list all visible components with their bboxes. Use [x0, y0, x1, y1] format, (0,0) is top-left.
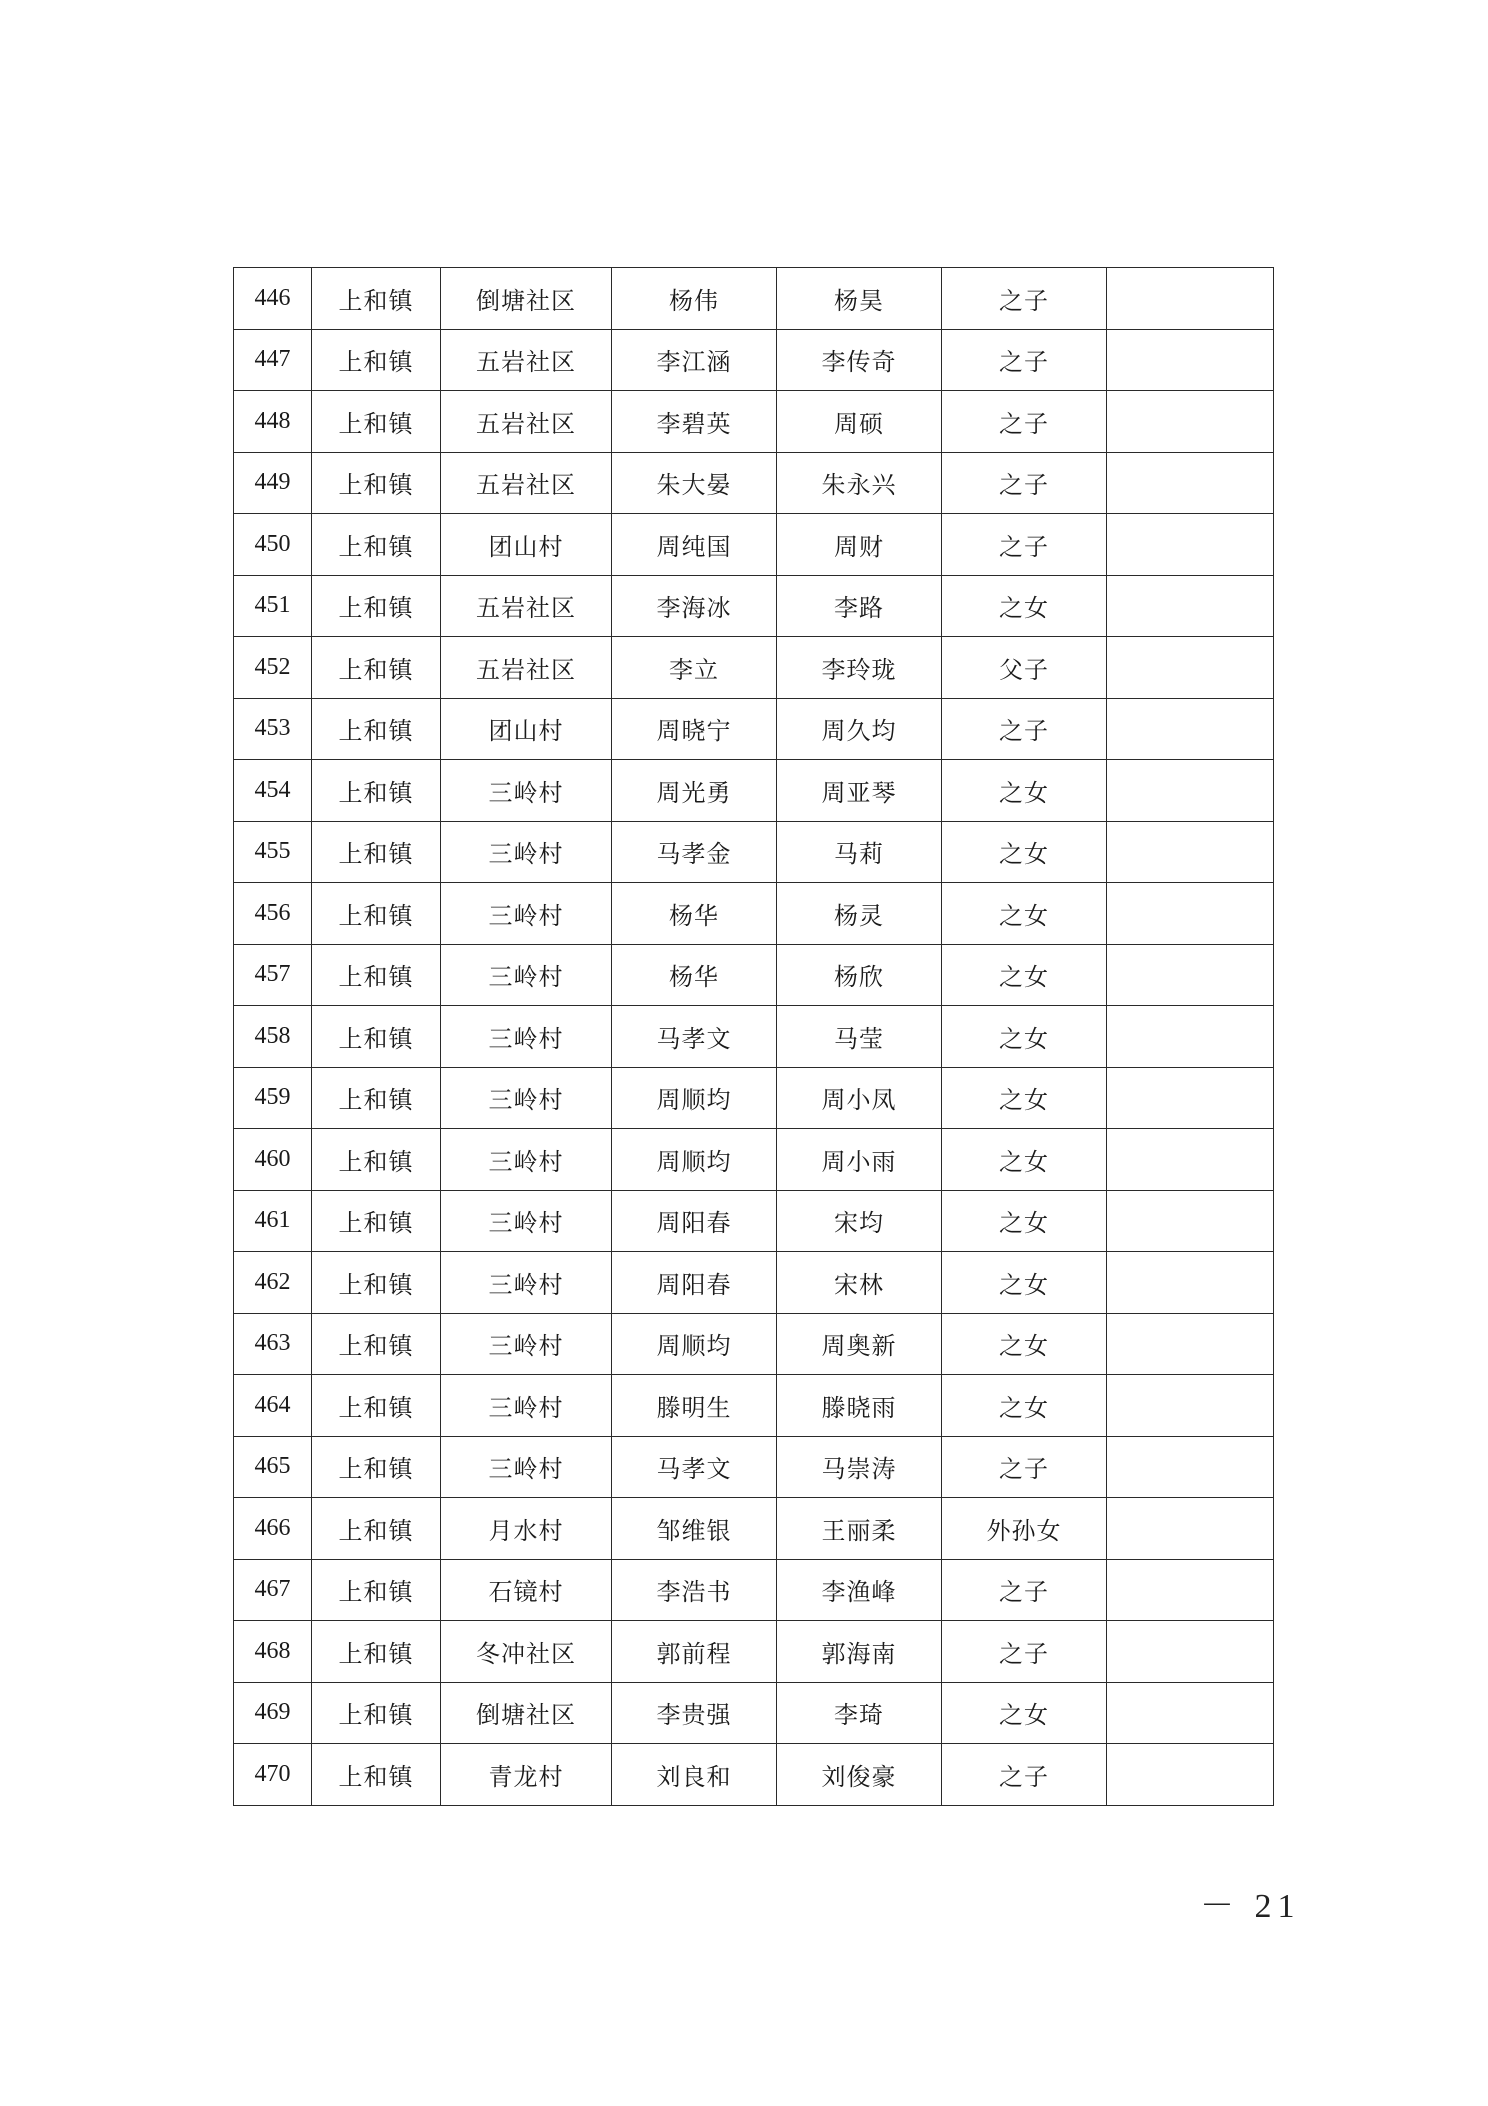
- township-cell: 上和镇: [312, 637, 441, 699]
- township-cell: 上和镇: [312, 883, 441, 945]
- serial-number-cell: 461: [234, 1190, 312, 1252]
- child-name-cell: 朱永兴: [777, 452, 942, 514]
- child-name-cell: 李路: [777, 575, 942, 637]
- serial-number-cell: 460: [234, 1129, 312, 1191]
- table-row: [234, 1006, 1274, 1068]
- note-cell: [1107, 944, 1274, 1006]
- township-cell: 上和镇: [312, 698, 441, 760]
- township-cell: 上和镇: [312, 575, 441, 637]
- village-cell: 倒塘社区: [441, 1682, 612, 1744]
- serial-number-cell: 452: [234, 637, 312, 699]
- relation-cell: 之子: [942, 1744, 1107, 1806]
- serial-number-cell: 458: [234, 1006, 312, 1068]
- serial-number-cell: 467: [234, 1559, 312, 1621]
- parent-name-cell: 李海冰: [612, 575, 777, 637]
- parent-name-cell: 杨华: [612, 883, 777, 945]
- village-cell: 冬冲社区: [441, 1621, 612, 1683]
- page-number: － 21: [1200, 1888, 1301, 1925]
- relation-cell: 之子: [942, 1436, 1107, 1498]
- child-name-cell: 周奥新: [777, 1313, 942, 1375]
- village-cell: 三岭村: [441, 1067, 612, 1129]
- relation-cell: 之子: [942, 391, 1107, 453]
- township-cell: 上和镇: [312, 821, 441, 883]
- child-name-cell: 李传奇: [777, 329, 942, 391]
- township-cell: 上和镇: [312, 1129, 441, 1191]
- note-cell: [1107, 1375, 1274, 1437]
- serial-number-cell: 454: [234, 760, 312, 822]
- child-name-cell: 郭海南: [777, 1621, 942, 1683]
- parent-name-cell: 邹维银: [612, 1498, 777, 1560]
- note-cell: [1107, 1067, 1274, 1129]
- note-cell: [1107, 1252, 1274, 1314]
- township-cell: 上和镇: [312, 760, 441, 822]
- village-cell: 三岭村: [441, 883, 612, 945]
- table-row: [234, 1682, 1274, 1744]
- table-row: [234, 637, 1274, 699]
- note-cell: [1107, 821, 1274, 883]
- township-cell: 上和镇: [312, 1190, 441, 1252]
- village-cell: 三岭村: [441, 1313, 612, 1375]
- relation-cell: 之子: [942, 452, 1107, 514]
- note-cell: [1107, 1744, 1274, 1806]
- child-name-cell: 刘俊豪: [777, 1744, 942, 1806]
- township-cell: 上和镇: [312, 1559, 441, 1621]
- relation-cell: 之子: [942, 1621, 1107, 1683]
- serial-number-cell: 463: [234, 1313, 312, 1375]
- township-cell: 上和镇: [312, 1006, 441, 1068]
- table-row: [234, 821, 1274, 883]
- village-cell: 三岭村: [441, 1436, 612, 1498]
- parent-name-cell: 周顺均: [612, 1313, 777, 1375]
- serial-number-cell: 462: [234, 1252, 312, 1314]
- child-name-cell: 李琦: [777, 1682, 942, 1744]
- child-name-cell: 杨欣: [777, 944, 942, 1006]
- table-row: [234, 1559, 1274, 1621]
- table-row: [234, 1375, 1274, 1437]
- serial-number-cell: 457: [234, 944, 312, 1006]
- note-cell: [1107, 329, 1274, 391]
- township-cell: 上和镇: [312, 1682, 441, 1744]
- note-cell: [1107, 1498, 1274, 1560]
- parent-name-cell: 周光勇: [612, 760, 777, 822]
- township-cell: 上和镇: [312, 514, 441, 576]
- parent-name-cell: 周顺均: [612, 1067, 777, 1129]
- note-cell: [1107, 1190, 1274, 1252]
- note-cell: [1107, 1129, 1274, 1191]
- village-cell: 团山村: [441, 514, 612, 576]
- serial-number-cell: 451: [234, 575, 312, 637]
- table-row: [234, 1313, 1274, 1375]
- serial-number-cell: 468: [234, 1621, 312, 1683]
- relation-cell: 之女: [942, 821, 1107, 883]
- township-cell: 上和镇: [312, 452, 441, 514]
- note-cell: [1107, 268, 1274, 330]
- township-cell: 上和镇: [312, 944, 441, 1006]
- note-cell: [1107, 637, 1274, 699]
- relation-cell: 之女: [942, 1252, 1107, 1314]
- child-name-cell: 杨昊: [777, 268, 942, 330]
- table-row: [234, 452, 1274, 514]
- relation-cell: 之女: [942, 1067, 1107, 1129]
- serial-number-cell: 466: [234, 1498, 312, 1560]
- note-cell: [1107, 1006, 1274, 1068]
- village-cell: 月水村: [441, 1498, 612, 1560]
- township-cell: 上和镇: [312, 391, 441, 453]
- child-name-cell: 周小凤: [777, 1067, 942, 1129]
- note-cell: [1107, 1313, 1274, 1375]
- note-cell: [1107, 760, 1274, 822]
- parent-name-cell: 杨华: [612, 944, 777, 1006]
- parent-name-cell: 李江涵: [612, 329, 777, 391]
- parent-name-cell: 朱大晏: [612, 452, 777, 514]
- township-cell: 上和镇: [312, 329, 441, 391]
- parent-name-cell: 李贵强: [612, 1682, 777, 1744]
- table-row: [234, 883, 1274, 945]
- parent-name-cell: 周顺均: [612, 1129, 777, 1191]
- serial-number-cell: 448: [234, 391, 312, 453]
- relation-cell: 父子: [942, 637, 1107, 699]
- relation-cell: 之女: [942, 1313, 1107, 1375]
- serial-number-cell: 469: [234, 1682, 312, 1744]
- table-row: [234, 329, 1274, 391]
- township-cell: 上和镇: [312, 1375, 441, 1437]
- relation-cell: 之子: [942, 514, 1107, 576]
- child-name-cell: 杨灵: [777, 883, 942, 945]
- village-cell: 三岭村: [441, 1252, 612, 1314]
- parent-name-cell: 马孝文: [612, 1006, 777, 1068]
- note-cell: [1107, 391, 1274, 453]
- relation-cell: 之子: [942, 698, 1107, 760]
- township-cell: 上和镇: [312, 1067, 441, 1129]
- table-row: [234, 1067, 1274, 1129]
- table-row: [234, 944, 1274, 1006]
- relation-cell: 之子: [942, 329, 1107, 391]
- child-name-cell: 周久均: [777, 698, 942, 760]
- village-cell: 五岩社区: [441, 575, 612, 637]
- parent-name-cell: 李碧英: [612, 391, 777, 453]
- parent-name-cell: 刘良和: [612, 1744, 777, 1806]
- township-cell: 上和镇: [312, 1744, 441, 1806]
- table-row: [234, 698, 1274, 760]
- village-cell: 团山村: [441, 698, 612, 760]
- relation-cell: 之女: [942, 944, 1107, 1006]
- village-cell: 倒塘社区: [441, 268, 612, 330]
- township-cell: 上和镇: [312, 1313, 441, 1375]
- serial-number-cell: 447: [234, 329, 312, 391]
- village-cell: 五岩社区: [441, 329, 612, 391]
- parent-name-cell: 杨伟: [612, 268, 777, 330]
- village-cell: 五岩社区: [441, 637, 612, 699]
- table-row: [234, 268, 1274, 330]
- child-name-cell: 李渔峰: [777, 1559, 942, 1621]
- table-row: [234, 391, 1274, 453]
- child-name-cell: 王丽柔: [777, 1498, 942, 1560]
- relation-cell: 之子: [942, 268, 1107, 330]
- child-name-cell: 马崇涛: [777, 1436, 942, 1498]
- township-cell: 上和镇: [312, 1621, 441, 1683]
- note-cell: [1107, 1559, 1274, 1621]
- relation-cell: 之女: [942, 1682, 1107, 1744]
- table-row: [234, 1744, 1274, 1806]
- child-name-cell: 周财: [777, 514, 942, 576]
- parent-name-cell: 郭前程: [612, 1621, 777, 1683]
- child-name-cell: 马莹: [777, 1006, 942, 1068]
- township-cell: 上和镇: [312, 1436, 441, 1498]
- roster-table: [233, 267, 1274, 1806]
- village-cell: 三岭村: [441, 1190, 612, 1252]
- relation-cell: 之女: [942, 1129, 1107, 1191]
- village-cell: 三岭村: [441, 760, 612, 822]
- table-row: [234, 1621, 1274, 1683]
- note-cell: [1107, 1682, 1274, 1744]
- parent-name-cell: 周晓宁: [612, 698, 777, 760]
- parent-name-cell: 滕明生: [612, 1375, 777, 1437]
- child-name-cell: 李玲珑: [777, 637, 942, 699]
- parent-name-cell: 周纯国: [612, 514, 777, 576]
- parent-name-cell: 马孝文: [612, 1436, 777, 1498]
- child-name-cell: 滕晓雨: [777, 1375, 942, 1437]
- parent-name-cell: 周阳春: [612, 1252, 777, 1314]
- child-name-cell: 马莉: [777, 821, 942, 883]
- serial-number-cell: 470: [234, 1744, 312, 1806]
- serial-number-cell: 464: [234, 1375, 312, 1437]
- village-cell: 三岭村: [441, 1375, 612, 1437]
- child-name-cell: 周亚琴: [777, 760, 942, 822]
- village-cell: 五岩社区: [441, 452, 612, 514]
- relation-cell: 之女: [942, 575, 1107, 637]
- village-cell: 青龙村: [441, 1744, 612, 1806]
- table-row: [234, 1252, 1274, 1314]
- township-cell: 上和镇: [312, 1252, 441, 1314]
- village-cell: 三岭村: [441, 1006, 612, 1068]
- village-cell: 三岭村: [441, 944, 612, 1006]
- child-name-cell: 宋均: [777, 1190, 942, 1252]
- village-cell: 三岭村: [441, 821, 612, 883]
- table-row: [234, 514, 1274, 576]
- serial-number-cell: 446: [234, 268, 312, 330]
- relation-cell: 之女: [942, 1375, 1107, 1437]
- serial-number-cell: 459: [234, 1067, 312, 1129]
- note-cell: [1107, 1621, 1274, 1683]
- parent-name-cell: 周阳春: [612, 1190, 777, 1252]
- note-cell: [1107, 1436, 1274, 1498]
- village-cell: 石镜村: [441, 1559, 612, 1621]
- relation-cell: 之女: [942, 1006, 1107, 1068]
- relation-cell: 之女: [942, 1190, 1107, 1252]
- note-cell: [1107, 452, 1274, 514]
- village-cell: 三岭村: [441, 1129, 612, 1191]
- relation-cell: 之女: [942, 760, 1107, 822]
- note-cell: [1107, 883, 1274, 945]
- relation-cell: 之子: [942, 1559, 1107, 1621]
- relation-cell: 外孙女: [942, 1498, 1107, 1560]
- serial-number-cell: 450: [234, 514, 312, 576]
- table-row: [234, 1129, 1274, 1191]
- relation-cell: 之女: [942, 883, 1107, 945]
- table-row: [234, 1436, 1274, 1498]
- parent-name-cell: 马孝金: [612, 821, 777, 883]
- table-row: [234, 575, 1274, 637]
- child-name-cell: 周小雨: [777, 1129, 942, 1191]
- serial-number-cell: 456: [234, 883, 312, 945]
- village-cell: 五岩社区: [441, 391, 612, 453]
- table-row: [234, 760, 1274, 822]
- parent-name-cell: 李浩书: [612, 1559, 777, 1621]
- note-cell: [1107, 698, 1274, 760]
- township-cell: 上和镇: [312, 268, 441, 330]
- serial-number-cell: 465: [234, 1436, 312, 1498]
- child-name-cell: 宋林: [777, 1252, 942, 1314]
- serial-number-cell: 449: [234, 452, 312, 514]
- table-row: [234, 1190, 1274, 1252]
- table-row: [234, 1498, 1274, 1560]
- child-name-cell: 周硕: [777, 391, 942, 453]
- serial-number-cell: 453: [234, 698, 312, 760]
- note-cell: [1107, 514, 1274, 576]
- parent-name-cell: 李立: [612, 637, 777, 699]
- township-cell: 上和镇: [312, 1498, 441, 1560]
- serial-number-cell: 455: [234, 821, 312, 883]
- note-cell: [1107, 575, 1274, 637]
